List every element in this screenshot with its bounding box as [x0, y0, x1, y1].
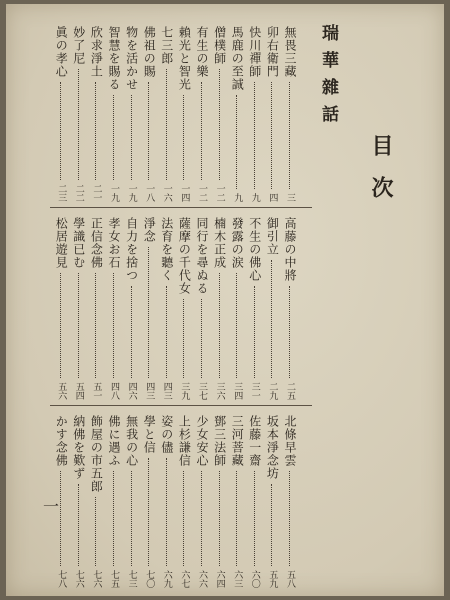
dot-leader [78, 273, 79, 378]
toc-entry-title: 智慧を賜る [107, 26, 121, 91]
dot-leader [289, 82, 290, 189]
toc-entry-page: 五四 [73, 382, 84, 400]
toc-entry-page: 二一 [91, 184, 102, 202]
toc-entry-title: 正信念佛 [89, 217, 104, 269]
toc-entry-page: 五一 [91, 382, 102, 400]
toc-entry-title: 少女安心 [195, 415, 209, 467]
dot-leader [219, 69, 220, 180]
toc-entry-page: 三七 [197, 382, 207, 400]
toc-entry-page: 三六 [214, 382, 225, 400]
toc-entry-title: 眞の孝心 [54, 26, 69, 78]
dot-leader [95, 497, 96, 566]
toc-entry-page: 六四 [214, 570, 225, 588]
dot-leader [254, 82, 255, 189]
toc-entry-page: 二五 [285, 382, 295, 400]
dot-leader [131, 286, 132, 378]
toc-entry-title: 上杉謙信 [177, 415, 192, 467]
dot-leader [95, 82, 96, 180]
toc-entry-title: 三河菩藏 [230, 415, 245, 467]
dot-leader [113, 273, 114, 378]
dot-leader [113, 471, 114, 566]
collection-title: 瑞華雜話 [318, 24, 338, 132]
toc-entry-page: 七〇 [144, 570, 155, 588]
dot-leader [201, 299, 202, 378]
toc-entry-title: 僧樸師 [212, 26, 227, 65]
section-divider [50, 207, 312, 208]
dot-leader [60, 273, 61, 378]
dot-leader [148, 82, 149, 180]
toc-entry-title: 松居遊見 [54, 217, 69, 269]
dot-leader [166, 286, 167, 378]
toc-entry-title: 薩摩の千代女 [177, 217, 192, 295]
toc-entry-page: 一九 [126, 184, 137, 202]
dot-leader [183, 471, 184, 566]
dot-leader [271, 484, 272, 566]
toc-entry-title: 鄧三法師 [212, 415, 227, 467]
toc-entry-page: 七五 [109, 570, 119, 588]
toc-entry-title: 淨念 [142, 217, 157, 243]
toc-entry-title: 欣求淨土 [89, 26, 104, 78]
page-folio: 一 [43, 497, 60, 516]
dot-leader [219, 273, 220, 378]
toc-entry-title: 坂本淨念坊 [265, 415, 280, 480]
toc-entry-title: 物を活かせ [124, 26, 139, 91]
toc-entry-title: 楠木正成 [212, 217, 227, 269]
dot-leader [271, 260, 272, 378]
toc-entry-page: 一二 [214, 184, 225, 202]
toc-entry-page: 六六 [197, 570, 207, 588]
dot-leader [95, 273, 96, 378]
dot-leader [60, 82, 61, 180]
toc-entry-title: 高藤の中將 [283, 217, 297, 282]
section-divider [50, 405, 312, 406]
toc-entry-page: 六三 [232, 570, 243, 588]
toc-entry-title: 馬鹿の至誠 [230, 26, 245, 91]
toc-entry-title: 自力を捨つ [124, 217, 139, 282]
toc-entry-page: 一二 [197, 184, 207, 202]
toc-entry-page: 三 [285, 193, 295, 202]
dot-leader [201, 471, 202, 566]
toc-entry-title: 有生の樂 [195, 26, 209, 78]
dot-leader [131, 471, 132, 566]
toc-entry-title: 卯右衛門 [265, 26, 280, 78]
toc-entry-page: 一四 [179, 184, 190, 202]
toc-entry-page: 五六 [56, 382, 67, 400]
dot-leader [254, 286, 255, 378]
toc-entry-page: 四六 [126, 382, 137, 400]
toc-entry-title: 御引立 [265, 217, 280, 256]
toc-entry-page: 九 [249, 193, 260, 202]
toc-entry-page: 一九 [109, 184, 119, 202]
toc-entry-page: 七八 [56, 570, 67, 588]
toc-entry-page: 四 [267, 193, 278, 202]
dot-leader [289, 286, 290, 378]
toc-entry-title: 七三郎 [159, 26, 174, 65]
toc-entry-title: 北條早雲 [283, 415, 297, 467]
toc-entry-page: 七六 [91, 570, 102, 588]
toc-entry-page: 二九 [267, 382, 278, 400]
dot-leader [148, 458, 149, 566]
dot-leader [201, 82, 202, 180]
dot-leader [183, 95, 184, 180]
toc-entry-title: 佛に遇ふ [107, 415, 121, 467]
toc-entry-title: 同行を尋ぬる [195, 217, 209, 295]
toc-entry-title: 姿の儘 [159, 415, 174, 454]
toc-entry-page: 五九 [267, 570, 278, 588]
dot-leader [183, 299, 184, 378]
dot-leader [78, 69, 79, 180]
toc-entry-page: 六七 [179, 570, 190, 588]
toc-entry-page: 三一 [249, 382, 260, 400]
dot-leader [236, 273, 237, 378]
dot-leader [78, 484, 79, 566]
toc-entry-page: 七六 [73, 570, 84, 588]
dot-leader [166, 69, 167, 180]
toc-entry-title: かす念佛 [54, 415, 69, 467]
toc-entry-page: 五八 [285, 570, 295, 588]
book-page [6, 4, 444, 596]
toc-entry-page: 四八 [109, 382, 119, 400]
toc-entry-title: 飾屋の市五郎 [89, 415, 104, 493]
toc-entry-page: 四三 [161, 382, 172, 400]
toc-entry-title: 學識已む [71, 217, 86, 269]
dot-leader [271, 82, 272, 189]
toc-entry-title: 發露の涙 [230, 217, 245, 269]
dot-leader [131, 95, 132, 180]
dot-leader [148, 247, 149, 378]
contents-heading: 目次 [368, 134, 394, 218]
dot-leader [219, 471, 220, 566]
dot-leader [254, 471, 255, 566]
toc-entry-title: 孝女お石 [107, 217, 121, 269]
dot-leader [60, 471, 61, 566]
toc-entry-title: 無畏三藏 [283, 26, 297, 78]
dot-leader [113, 95, 114, 180]
toc-entry-page: 三九 [179, 382, 190, 400]
toc-entry-title: 納佛を歎ず [71, 415, 86, 480]
toc-entry-page: 二三 [56, 184, 67, 202]
dot-leader [236, 471, 237, 566]
toc-entry-title: 法育を聽く [159, 217, 174, 282]
toc-entry-page: 七三 [126, 570, 137, 588]
toc-entry-title: 學と信 [142, 415, 157, 454]
toc-entry-title: 佐藤一齋 [247, 415, 262, 467]
toc-entry-title: 佛祖の賜 [142, 26, 157, 78]
toc-entry-title: 不生の佛心 [247, 217, 262, 282]
toc-entry-page: 九 [232, 193, 243, 202]
toc-entry-page: 三四 [232, 382, 243, 400]
toc-entry-title: 賴光と智光 [177, 26, 192, 91]
toc-entry-page: 四三 [144, 382, 155, 400]
dot-leader [289, 471, 290, 566]
toc-entry-title: 快川禪師 [247, 26, 262, 78]
dot-leader [166, 458, 167, 566]
toc-entry-page: 六〇 [249, 570, 260, 588]
toc-entry-title: 妙了尼 [71, 26, 86, 65]
toc-entry-title: 無我の心 [124, 415, 139, 467]
toc-entry-page: 二二 [73, 184, 84, 202]
toc-entry-page: 六九 [161, 570, 172, 588]
toc-entry-page: 一六 [161, 184, 172, 202]
toc-entry-page: 一八 [144, 184, 155, 202]
dot-leader [236, 95, 237, 189]
